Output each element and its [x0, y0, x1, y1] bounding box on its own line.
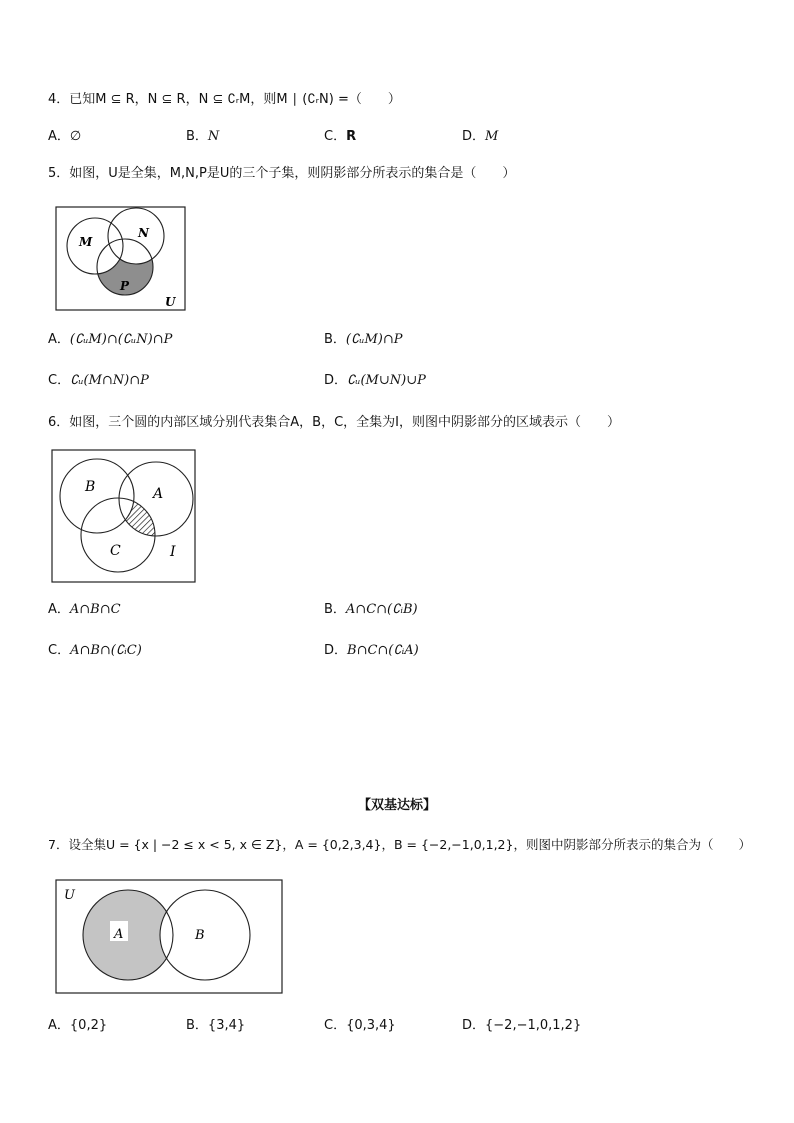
q4-option-c-label: C．: [324, 129, 347, 144]
q6-label-a: A: [153, 486, 164, 502]
q4-option-a-text: ∅: [69, 129, 82, 144]
q5-option-d[interactable]: [324, 372, 426, 390]
q6-option-b-label: B．: [324, 602, 346, 617]
q5-label-n: N: [138, 226, 149, 240]
q5-label-m: M: [79, 235, 93, 249]
q7-label-a: A: [114, 927, 124, 942]
q7-option-a[interactable]: [48, 1017, 107, 1035]
q5-option-a[interactable]: [48, 331, 172, 349]
q4-option-b-label: B．: [186, 129, 208, 144]
q4-option-d-label: D．: [462, 129, 486, 144]
q6-option-d-text: B∩C∩(∁ᵢA): [347, 643, 419, 658]
q6-option-a[interactable]: [48, 601, 121, 619]
q7-venn-diagram: [55, 879, 284, 996]
q5-option-b-text: (∁ᵤM)∩P: [345, 332, 403, 347]
q5-option-d-label: D．: [324, 373, 348, 388]
q4-option-d[interactable]: [462, 128, 498, 146]
q6-option-c-text: A∩B∩(∁ᵢC): [70, 643, 142, 658]
q6-stem: 6．如图，三个圆的内部区域分别代表集合A，B，C，全集为I，则图中阴影部分的区域表示（ ）: [48, 415, 620, 430]
q5-option-a-label: A．: [48, 332, 70, 347]
q6-option-c-label: C．: [48, 643, 71, 658]
q6-label-b: B: [85, 479, 96, 495]
q4-option-b[interactable]: [186, 128, 219, 146]
q6-option-b-text: A∩C∩(∁ᵢB): [345, 602, 418, 617]
q4-option-d-text: M: [485, 129, 499, 144]
q4-option-c-text: R: [346, 129, 357, 144]
section-title: 【双基达标】: [357, 798, 436, 813]
q7-label-b: B: [195, 928, 205, 943]
q7-option-c-label: C．: [324, 1018, 347, 1033]
q7-option-b-text: {3,4}: [207, 1018, 246, 1033]
q7-option-a-label: A．: [48, 1018, 70, 1033]
q7-label-u: U: [64, 888, 75, 903]
q5-option-d-text: ∁ᵤ(M∪N)∪P: [347, 373, 426, 388]
q5-option-b-label: B．: [324, 332, 346, 347]
q5-venn-diagram: [55, 206, 187, 312]
q6-option-a-label: A．: [48, 602, 70, 617]
q6-option-d-label: D．: [324, 643, 348, 658]
q7-option-d-label: D．: [462, 1018, 486, 1033]
q5-option-c-text: ∁ᵤ(M∩N)∩P: [70, 373, 149, 388]
q6-option-a-text: A∩B∩C: [69, 602, 121, 617]
q7-option-a-text: {0,2}: [69, 1018, 108, 1033]
q5-label-p: P: [120, 279, 130, 293]
q6-option-d[interactable]: [324, 642, 419, 660]
q5-stem: 5．如图，U是全集，M,N,P是U的三个子集，则阴影部分所表示的集合是（ ）: [48, 166, 516, 181]
q5-option-c[interactable]: [48, 372, 149, 390]
q6-option-b[interactable]: [324, 601, 418, 619]
q7-option-c-text: {0,3,4}: [346, 1018, 396, 1033]
q6-venn-diagram: [51, 449, 197, 584]
q6-option-c[interactable]: [48, 642, 142, 660]
q7-option-d[interactable]: [462, 1017, 581, 1035]
q4-option-a-label: A．: [48, 129, 70, 144]
q7-stem: 7．设全集U = {x | −2 ≤ x < 5, x ∈ Z}，A = {0,2,3,4}，B = {−2,−1,0,1,2}，则图中阴影部分所表示的集合为（ ）: [48, 837, 751, 852]
q5-option-c-label: C．: [48, 373, 71, 388]
q7-option-b[interactable]: [186, 1017, 245, 1035]
q7-option-d-text: {−2,−1,0,1,2}: [485, 1018, 582, 1033]
q4-stem: 4．已知M ⊆ R，N ⊆ R，N ⊆ ∁ᵣM，则M ∣ (∁ᵣN) =（ ）: [48, 92, 401, 107]
q5-option-b[interactable]: [324, 331, 402, 349]
q6-label-i: I: [170, 544, 176, 560]
q6-label-c: C: [110, 543, 121, 559]
q5-label-u: U: [165, 295, 176, 309]
q5-option-a-text: (∁ᵤM)∩(∁ᵤN)∩P: [69, 332, 173, 347]
q7-option-b-label: B．: [186, 1018, 208, 1033]
q4-option-c[interactable]: [324, 128, 356, 146]
q4-option-b-text: N: [207, 129, 220, 144]
q4-option-a[interactable]: [48, 128, 81, 146]
q7-option-c[interactable]: [324, 1017, 396, 1035]
